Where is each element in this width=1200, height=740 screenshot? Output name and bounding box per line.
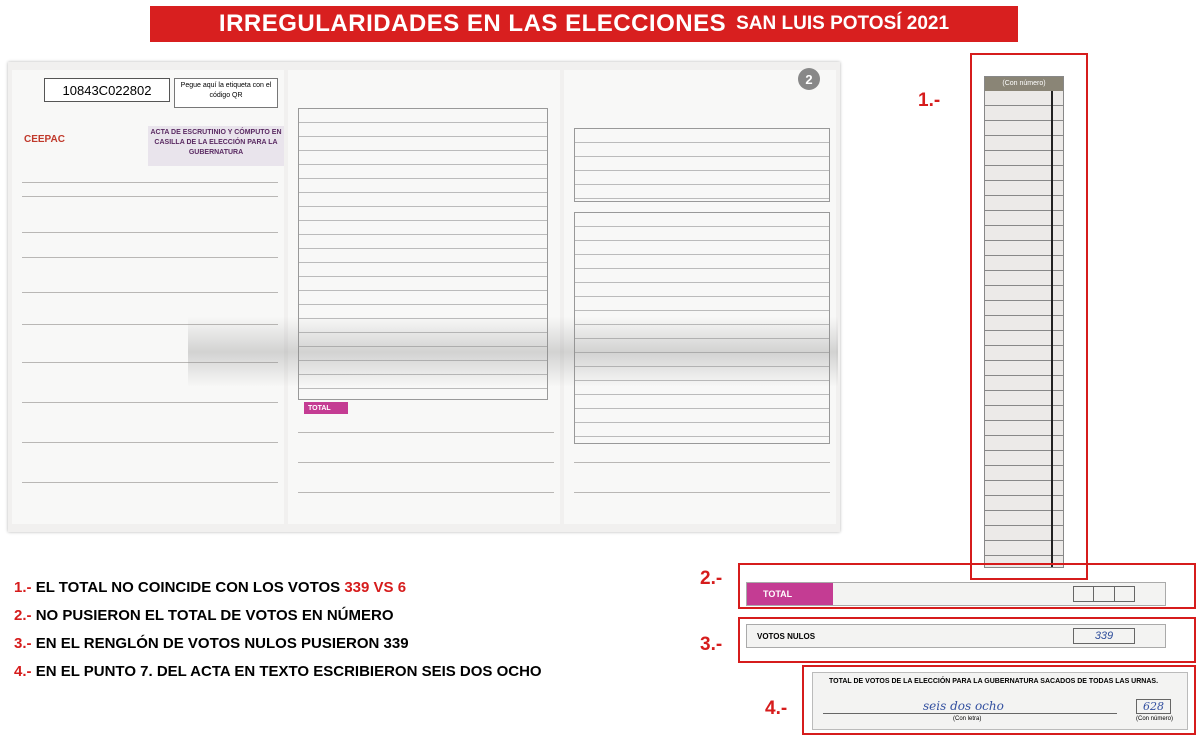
zoomed-nulos-label: VOTOS NULOS <box>757 631 816 641</box>
finding-text: EL TOTAL NO COINCIDE CON LOS VOTOS <box>35 579 345 596</box>
finding-number: 1.- <box>14 579 32 596</box>
zoomed-point-7 <box>812 672 1188 730</box>
point-7-digits: 628 <box>1136 699 1171 714</box>
form-line <box>22 232 278 233</box>
title-banner <box>150 6 1018 42</box>
point-7-handwritten: seis dos ocho <box>923 699 1004 713</box>
form-line <box>298 432 554 433</box>
point-7-numero-label: (Con número) <box>1135 716 1173 722</box>
finding-highlight: 339 VS 6 <box>344 579 407 596</box>
zoomed-vote-rows <box>985 91 1063 567</box>
form-line <box>574 462 830 463</box>
banner-title: IRREGULARIDADES EN LAS ELECCIONES <box>218 10 727 37</box>
finding-text: NO PUSIERON EL TOTAL DE VOTOS EN NÚMERO <box>35 607 394 624</box>
acta-code: 10843C022802 <box>44 78 170 102</box>
callout-1-number: 1.- <box>918 90 941 111</box>
banner-subtitle: SAN LUIS POTOSÍ 2021 <box>736 13 950 34</box>
point-7-text: TOTAL DE VOTOS DE LA ELECCIÓN PARA LA GUBERNATURA SACADOS DE TODAS LAS URNAS. <box>829 678 1159 685</box>
finding-number: 2.- <box>14 607 32 624</box>
form-line <box>298 492 554 493</box>
zoomed-column-header: (Con número) <box>985 77 1063 91</box>
callout-3-number: 3.- <box>700 634 723 655</box>
callout-4-number: 4.- <box>765 698 788 719</box>
form-line <box>22 482 278 483</box>
form-line <box>298 462 554 463</box>
total-digit-boxes <box>1073 586 1135 602</box>
acta-total-label: TOTAL <box>304 402 348 414</box>
finding-number: 3.- <box>14 635 32 652</box>
page-number-badge: 2 <box>798 68 820 90</box>
ceepac-logo: CEEPAC <box>24 134 65 145</box>
finding-item <box>14 630 542 658</box>
form-line <box>574 492 830 493</box>
finding-item <box>14 602 542 630</box>
acta-title: ACTA DE ESCRUTINIO Y CÓMPUTO EN CASILLA DE LA ELECCIÓN PARA LA GUBERNATURA <box>148 126 284 166</box>
finding-text: EN EL RENGLÓN DE VOTOS NULOS PUSIERON 339 <box>35 635 409 652</box>
officials-table <box>574 128 830 202</box>
form-line <box>22 402 278 403</box>
finding-text: EN EL PUNTO 7. DEL ACTA EN TEXTO ESCRIBIERON SEIS DOS OCHO <box>35 663 542 680</box>
zoomed-vote-column <box>984 76 1064 568</box>
form-line <box>22 257 278 258</box>
zoomed-total-row <box>746 582 1166 606</box>
zoomed-nulos-row <box>746 624 1166 648</box>
nulos-value: 339 <box>1094 630 1114 642</box>
callout-2-number: 2.- <box>700 568 723 589</box>
form-line <box>22 292 278 293</box>
form-line <box>22 442 278 443</box>
qr-label-note: Pegue aquí la etiqueta con el código QR <box>174 78 278 108</box>
nulos-digit-boxes <box>1073 628 1135 644</box>
finding-item <box>14 658 542 686</box>
findings-list <box>14 574 542 686</box>
finding-item <box>14 574 542 602</box>
point-7-line <box>823 713 1117 714</box>
zoomed-total-label: TOTAL <box>747 583 833 605</box>
point-7-cantidad-label: (Con letra) <box>953 716 982 722</box>
photo-shadow <box>188 317 838 387</box>
acta-document-photo <box>8 62 840 532</box>
form-line <box>22 182 278 183</box>
form-line <box>22 196 278 197</box>
finding-number: 4.- <box>14 663 32 680</box>
